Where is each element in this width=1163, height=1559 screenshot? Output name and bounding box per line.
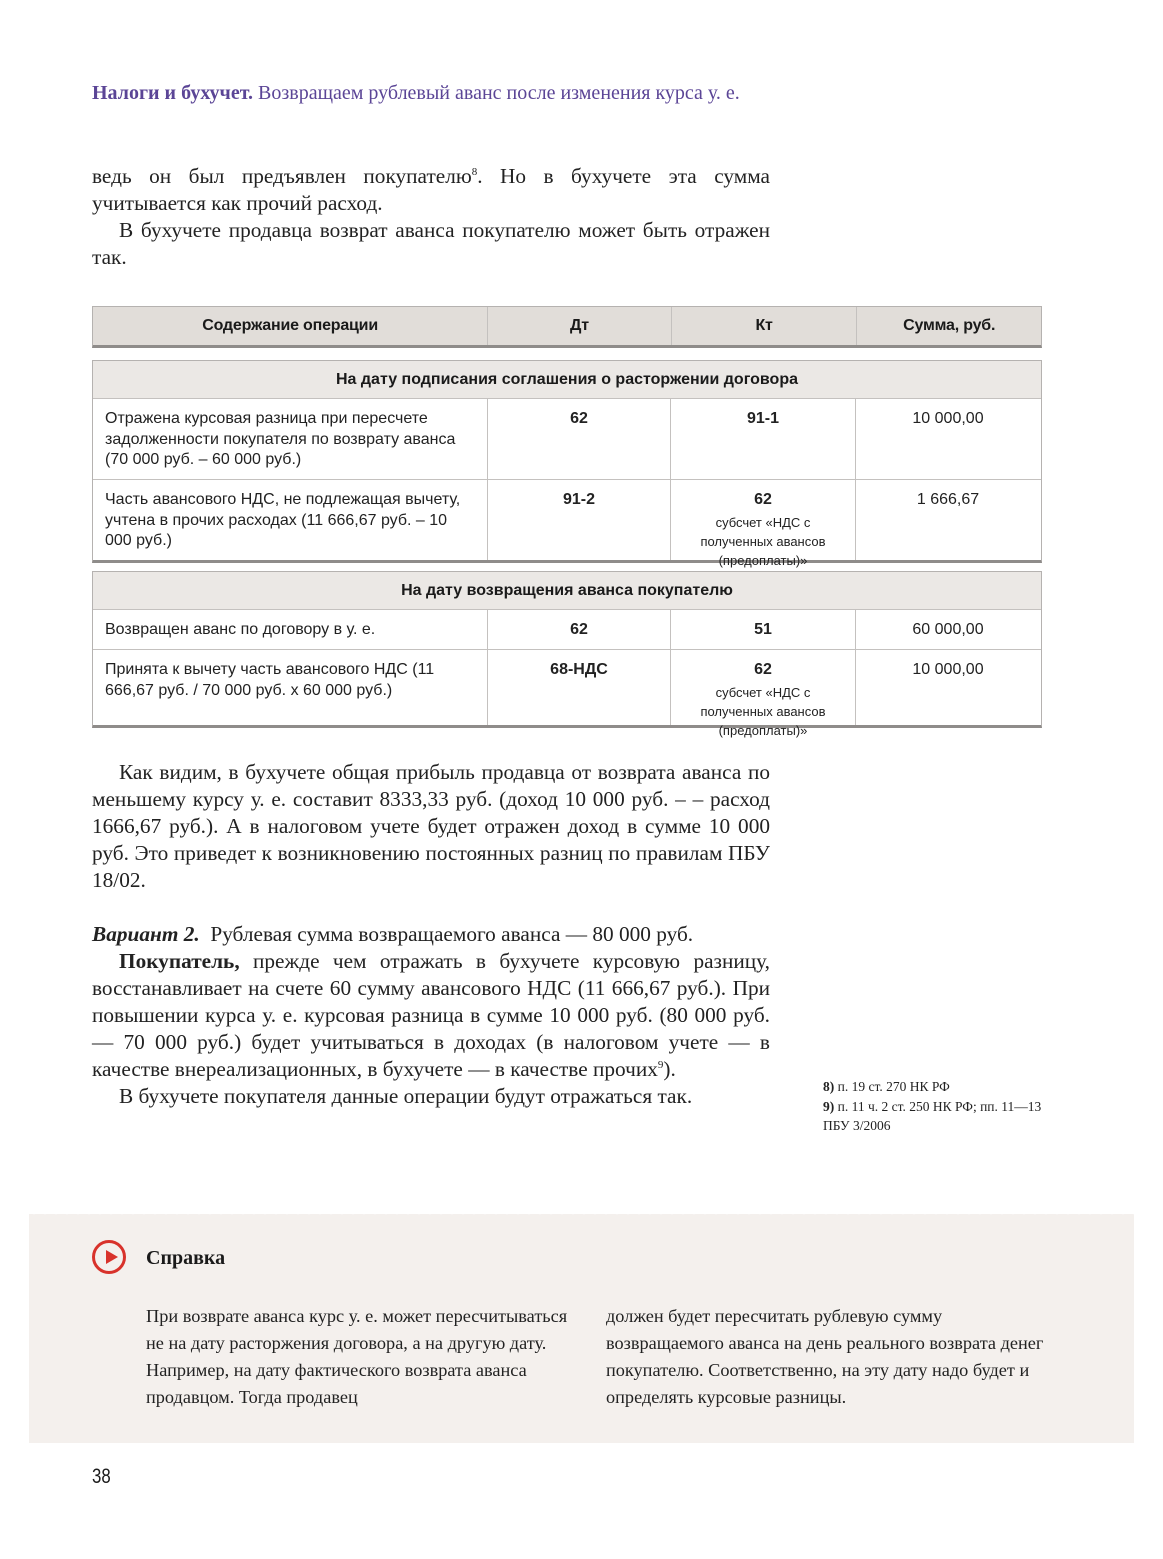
footnote-ref-9: 9 — [657, 1059, 664, 1071]
conclusion-text — [92, 759, 770, 894]
section-title: На дату возвращения аванса покупателю — [93, 572, 1041, 610]
table-row — [93, 610, 1041, 650]
cell-amount: 60 000,00 — [912, 621, 984, 638]
cell-operation: Возвращен аванс по договору в у. е. — [93, 610, 488, 649]
footnote-ref-8: 8 — [471, 166, 478, 178]
table-section-return — [92, 571, 1042, 738]
cell-operation: Часть авансового НДС, не подлежащая вычету, учтена в прочих расходах (11 666,67 руб. – 10 000 руб.) — [93, 480, 488, 560]
variant-2-label: Вариант 2. — [92, 922, 200, 946]
cell-credit: 51 — [671, 610, 856, 649]
cell-operation: Отражена курсовая разница при пересчете задолженности покупателя по возврату аванса (70 000 руб. – 60 000 руб.) — [93, 399, 488, 479]
running-head — [92, 82, 740, 105]
info-box-left-column: При возврате аванса курс у. е. может пересчитываться не на дату расторжения договора, а на другую дату. Например, на дату фактического возврата аванса продавцом. Тогда продавец — [146, 1306, 568, 1407]
cell-operation: Принята к вычету часть авансового НДС (11 666,67 руб. / 70 000 руб. х 60 000 руб.) — [93, 650, 488, 725]
cell-amount: 10 000,00 — [912, 661, 984, 678]
header-amount: Сумма, руб. — [903, 317, 996, 334]
buyer-label: Покупатель, — [119, 949, 240, 973]
cell-debit: 62 — [488, 610, 671, 649]
cell-amount: 10 000,00 — [912, 410, 984, 427]
table-row — [93, 399, 1041, 480]
info-box — [29, 1214, 1134, 1443]
footnote-9: 9) п. 11 ч. 2 ст. 250 НК РФ; пп. 11—13 ПБУ 3/2006 — [823, 1099, 1042, 1133]
info-box-title: Справка — [146, 1247, 226, 1269]
credit-subaccount-note: субсчет «НДС с полученных авансов (предоплаты)» — [700, 514, 826, 568]
cell-debit: 68-НДС — [488, 650, 671, 725]
header-credit: Кт — [672, 307, 858, 345]
variant-2-lead: Вариант 2. Рублевая сумма возвращаемого аванса — 80 000 руб. — [92, 922, 694, 946]
cell-credit: 62 субсчет «НДС с полученных авансов (предоплаты)» — [671, 650, 856, 725]
table-section-signing — [92, 360, 1042, 568]
footnote-8: 8) п. 19 ст. 270 НК РФ — [823, 1079, 950, 1094]
cell-credit: 91-1 — [671, 399, 856, 479]
variant-2-buyer-paragraph: Покупатель, прежде чем отражать в бухучете курсовую разницу, восстанавливает на счете 60 сумму авансового НДС (11 666,67 руб.). При повышении курса у. е. курсовая разница в сумме 10 000 руб. (80 000 руб. — 70 000 руб.) будет учитываться в доходах (в налоговом учете — в качестве внереализационных, в бухучете — в качестве прочих$^9$). — [92, 949, 770, 1081]
page-number: 38 — [92, 1465, 111, 1488]
cell-debit: 62 — [488, 399, 671, 479]
intro-paragraph-2: В бухучете продавца возврат аванса покупателю может быть отражен так. — [92, 218, 770, 269]
play-circle-icon — [92, 1240, 126, 1274]
header-debit: Дт — [488, 307, 672, 345]
footnotes — [823, 1077, 1053, 1136]
variant-2-closing: В бухучете покупателя данные операции будут отражаться так. — [119, 1084, 693, 1108]
running-head-section: Налоги и бухучет. — [92, 82, 254, 104]
header-operation: Содержание операции — [93, 307, 488, 345]
intro-paragraph-1: ведь он был предъявлен покупателю$^8$. Но в бухучете эта сумма учитывается как прочий расход. — [92, 164, 770, 215]
cell-credit: 62 субсчет «НДС с полученных авансов (предоплаты)» — [671, 480, 856, 560]
table-row — [93, 650, 1041, 738]
conclusion-paragraph: Как видим, в бухучете общая прибыль продавца от возврата аванса по меньшему курсу у. е. составит 8333,33 руб. (доход 10 000 руб. – – расход 1666,67 руб.). А в налоговом учете будет отражен доход в сумме 10 000 руб. Это приведет к возникновению постоянных разниц по правилам ПБУ 18/02. — [92, 760, 770, 892]
table-row — [93, 480, 1041, 568]
section-title: На дату подписания соглашения о расторжении договора — [93, 361, 1041, 399]
table-header — [92, 306, 1042, 348]
variant-2-text — [92, 921, 770, 1110]
intro-text — [92, 163, 770, 271]
info-box-right-column: должен будет пересчитать рублевую сумму возвращаемого аванса на день реального возврата денег покупателю. Соответственно, на эту дату надо будет и определять курсовые разницы. — [606, 1306, 1044, 1407]
credit-subaccount-note: субсчет «НДС с полученных авансов (предоплаты)» — [700, 684, 826, 738]
cell-debit: 91-2 — [488, 480, 671, 560]
running-head-title: Возвращаем рублевый аванс после изменения курса у. е. — [258, 82, 740, 104]
cell-amount: 1 666,67 — [916, 491, 980, 508]
